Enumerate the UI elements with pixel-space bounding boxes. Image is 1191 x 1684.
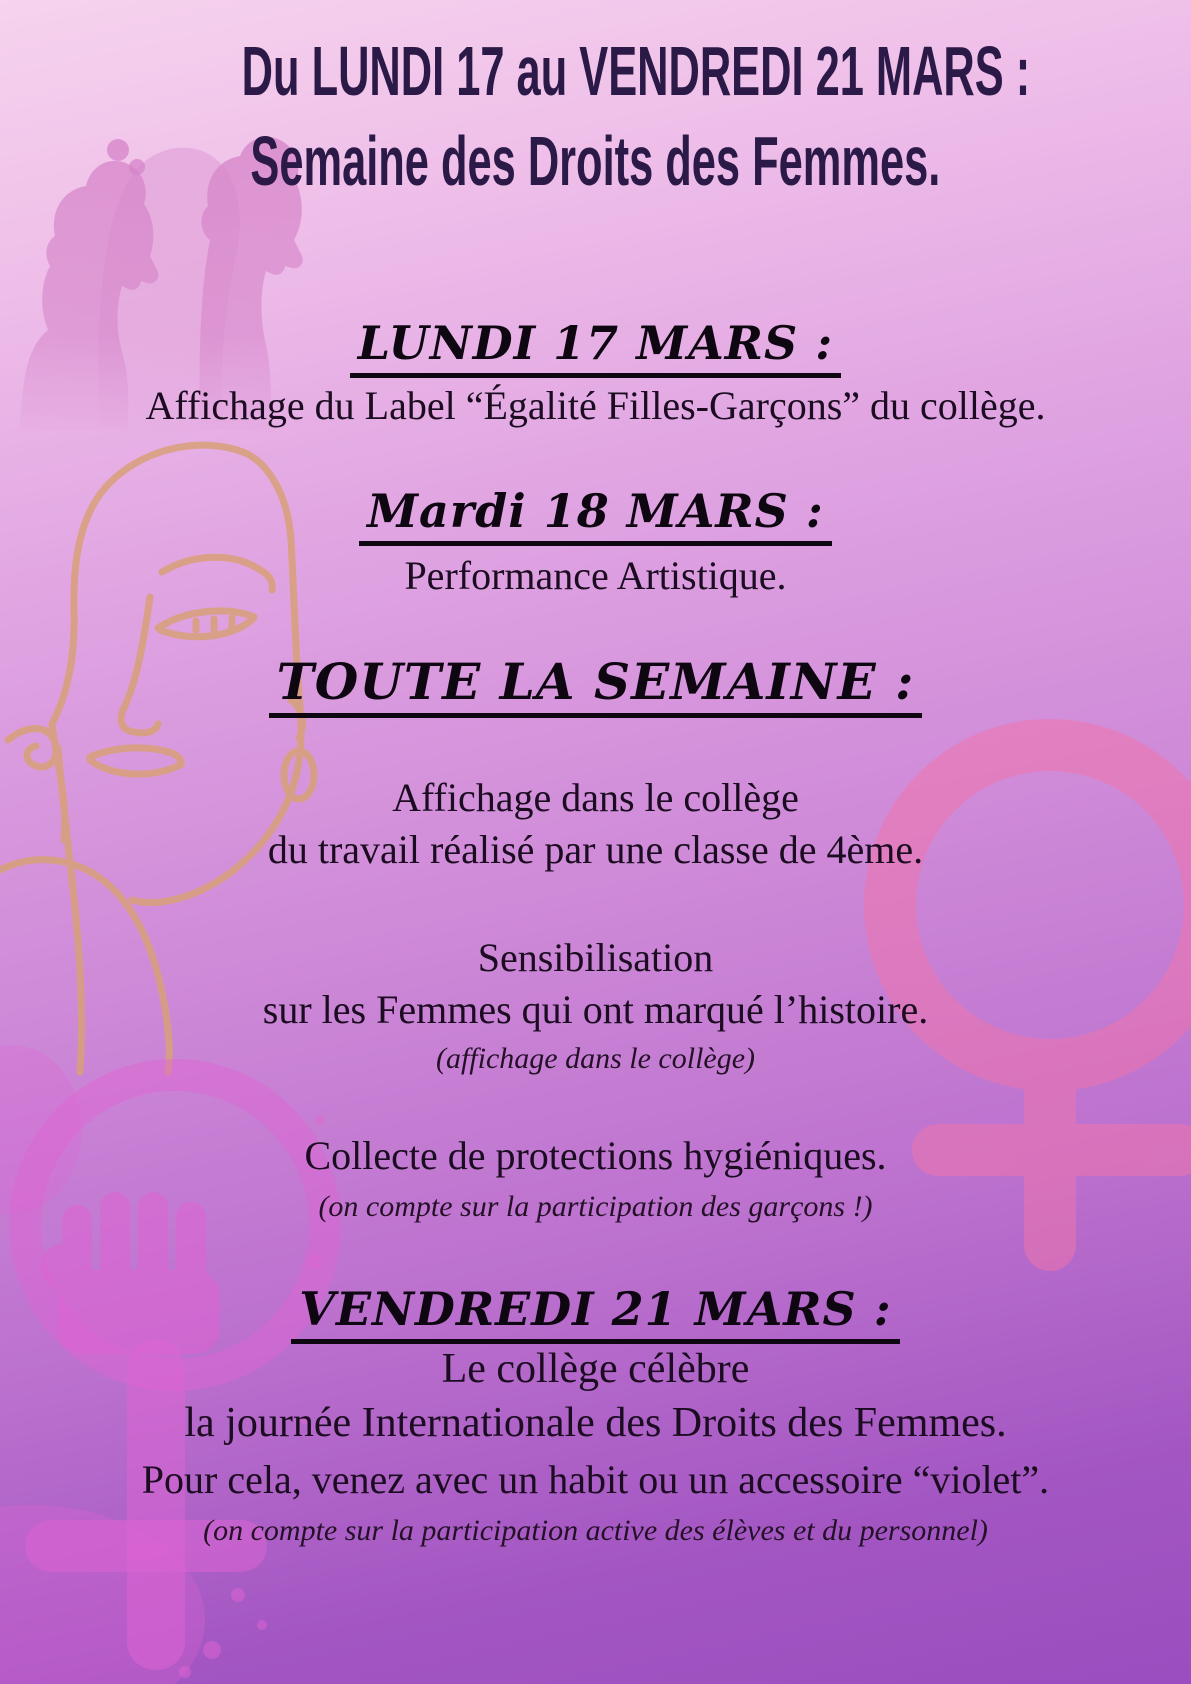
all-week-heading-text: TOUTE LA SEMAINE : bbox=[269, 654, 923, 718]
tuesday-heading bbox=[0, 486, 1191, 546]
friday-heading bbox=[0, 1284, 1191, 1344]
poster-title-line1 bbox=[0, 32, 1191, 110]
tuesday-body: Performance Artistique. bbox=[404, 553, 787, 598]
tuesday-heading-text: Mardi 18 MARS : bbox=[359, 486, 832, 546]
friday-line3: Pour cela, venez avec un habit ou un accessoire “violet”. bbox=[141, 1457, 1050, 1502]
all-week-display-line1: Affichage dans le collège bbox=[392, 775, 799, 820]
all-week-awareness-line2: sur les Femmes qui ont marqué l’histoire. bbox=[262, 987, 929, 1032]
friday-line2: la journée Internationale des Droits des Femmes. bbox=[184, 1400, 1007, 1446]
poster-title-line1-text: Du LUNDI 17 au VENDREDI 21 MARS : bbox=[241, 32, 1031, 110]
friday-heading-text: VENDREDI 21 MARS : bbox=[291, 1284, 899, 1344]
monday-heading-text: LUNDI 17 MARS : bbox=[350, 318, 842, 378]
monday-heading bbox=[0, 318, 1191, 378]
all-week-display-line2: du travail réalisé par une classe de 4ème. bbox=[267, 827, 924, 872]
all-week-collection-note: (on compte sur la participation des garçons !) bbox=[318, 1190, 873, 1223]
friday-note: (on compte sur la participation active des élèves et du personnel) bbox=[203, 1514, 988, 1547]
monday-body: Affichage du Label “Égalité Filles-Garçons” du collège. bbox=[145, 383, 1046, 428]
poster-title-line2-text: Semaine des Droits des Femmes. bbox=[250, 122, 941, 200]
all-week-awareness-line1: Sensibilisation bbox=[477, 935, 714, 980]
friday-line1: Le collège célèbre bbox=[441, 1346, 750, 1392]
poster-title-line2 bbox=[0, 122, 1191, 200]
all-week-collection: Collecte de protections hygiéniques. bbox=[304, 1133, 887, 1178]
all-week-awareness-note: (affichage dans le collège) bbox=[435, 1042, 756, 1075]
all-week-heading bbox=[0, 654, 1191, 718]
